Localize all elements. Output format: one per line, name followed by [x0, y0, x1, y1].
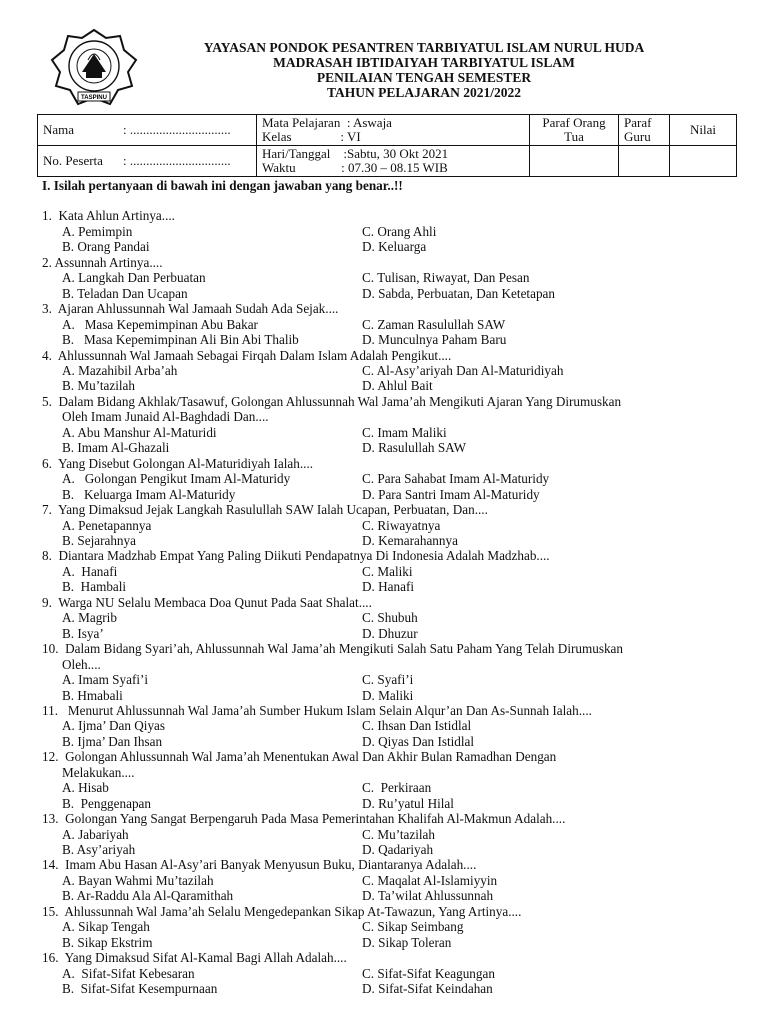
option-a[interactable]: A. Imam Syafi’i: [62, 672, 149, 688]
option-d[interactable]: D. Rasulullah SAW: [362, 440, 467, 456]
option-b[interactable]: B. Teladan Dan Ucapan: [62, 285, 188, 301]
option-b[interactable]: B. Sikap Ekstrim: [62, 934, 153, 950]
question-item: [42, 348, 732, 394]
option-c[interactable]: C. Ihsan Dan Istidlal: [362, 718, 472, 734]
option-d[interactable]: D. Kemarahannya: [362, 532, 458, 548]
question-text: 2. Assunnah Artinya....: [42, 254, 163, 270]
option-d[interactable]: D. Dhuzur: [362, 625, 418, 641]
answer-options: [42, 363, 732, 394]
teacher-sign-header: Paraf Guru: [619, 115, 670, 146]
question-text-continued: Oleh Imam Junaid Al-Baghdadi Dan....: [62, 409, 269, 425]
participant-field[interactable]: : ...............................: [123, 153, 231, 168]
exam-name: PENILAIAN TENGAH SEMESTER: [316, 70, 532, 85]
question-text: 4. Ahlussunnah Wal Jamaah Sebagai Firqah Dalam Islam Adalah Pengikut....: [42, 347, 452, 363]
option-c[interactable]: C. Sikap Seimbang: [362, 919, 464, 935]
score-header: Nilai: [670, 115, 737, 146]
option-b[interactable]: B. Sifat-Sifat Kesempurnaan: [62, 981, 218, 997]
question-list: [42, 208, 732, 996]
option-c[interactable]: C. Maliki: [362, 563, 413, 579]
participant-label: No. Peserta: [43, 153, 103, 168]
question-text: 9. Warga NU Selalu Membaca Doa Qunut Pada Saat Shalat....: [42, 594, 372, 610]
option-a[interactable]: A. Golongan Pengikut Imam Al-Maturidy: [62, 471, 291, 487]
option-b[interactable]: B. Masa Kepemimpinan Ali Bin Abi Thalib: [62, 332, 299, 348]
option-d[interactable]: D. Ru’yatul Hilal: [362, 795, 454, 811]
answer-options: [42, 564, 732, 595]
participant-cell: [38, 146, 257, 177]
option-a[interactable]: A. Sifat-Sifat Kebesaran: [62, 965, 195, 981]
option-d[interactable]: D. Maliki: [362, 687, 414, 703]
option-b[interactable]: B. Imam Al-Ghazali: [62, 440, 170, 456]
option-d[interactable]: D. Qadariyah: [362, 842, 434, 858]
question-item: [42, 208, 732, 254]
answer-options: [42, 610, 732, 641]
option-a[interactable]: A. Jabariyah: [62, 826, 129, 842]
option-c[interactable]: C. Sifat-Sifat Keagungan: [362, 965, 495, 981]
option-d[interactable]: D. Hanafi: [362, 579, 414, 595]
subject-line: Mata Pelajaran : Aswaja: [262, 115, 392, 130]
answer-options: [42, 425, 732, 456]
identity-table: [37, 114, 737, 177]
option-b[interactable]: B. Hambali: [62, 579, 127, 595]
foundation-name: YAYASAN PONDOK PESANTREN TARBIYATUL ISLAM NURUL HUDA: [203, 40, 645, 55]
answer-options: [42, 827, 732, 858]
option-c[interactable]: C. Perkiraan: [362, 780, 432, 796]
answer-options: [42, 672, 732, 703]
answer-options: [42, 518, 732, 549]
school-name: MADRASAH IBTIDAIYAH TARBIYATUL ISLAM: [273, 55, 575, 70]
option-a[interactable]: A. Bayan Wahmi Mu’tazilah: [62, 872, 214, 888]
answer-options: [42, 224, 732, 255]
subject-info-cell: [257, 115, 530, 146]
academic-year: TAHUN PELAJARAN 2021/2022: [326, 85, 521, 100]
option-d[interactable]: D. Para Santri Imam Al-Maturidy: [362, 486, 540, 502]
question-text: 14. Imam Abu Hasan Al-Asy’ari Banyak Menyusun Buku, Diantaranya Adalah....: [42, 857, 477, 873]
option-b[interactable]: B. Penggenapan: [62, 795, 151, 811]
letterhead: [140, 40, 708, 100]
question-text: 12. Golongan Ahlussunnah Wal Jama’ah Menentukan Awal Dan Akhir Bulan Ramadhan Dengan: [42, 749, 557, 765]
option-a[interactable]: A. Hisab: [62, 780, 109, 796]
question-section: [42, 178, 732, 997]
question-text-continued: Oleh....: [62, 656, 101, 672]
option-d[interactable]: D. Sabda, Perbuatan, Dan Ketetapan: [362, 285, 555, 301]
logo-footer-text: TASPINU: [81, 95, 107, 101]
question-text: 15. Ahlussunnah Wal Jama’ah Selalu Mengedepankan Sikap At-Tawazun, Yang Artinya....: [42, 903, 522, 919]
question-item: [42, 749, 732, 811]
name-cell: [38, 115, 257, 146]
answer-options: [42, 317, 732, 348]
option-a[interactable]: A. Penetapannya: [62, 517, 152, 533]
option-c[interactable]: C. Shubuh: [362, 610, 418, 626]
option-b[interactable]: B. Ijma’ Dan Ihsan: [62, 733, 163, 749]
class-line: Kelas : VI: [262, 129, 361, 144]
option-c[interactable]: C. Zaman Rasulullah SAW: [362, 316, 506, 332]
option-c[interactable]: C. Maqalat Al-Islamiyyin: [362, 872, 498, 888]
school-logo-icon: [48, 28, 140, 108]
option-a[interactable]: A. Ijma’ Dan Qiyas: [62, 718, 166, 734]
option-a[interactable]: A. Magrib: [62, 610, 117, 626]
question-item: [42, 857, 732, 903]
question-text: 13. Golongan Yang Sangat Berpengaruh Pada Masa Pemerintahan Khalifah Al-Makmun Adalah....: [42, 811, 566, 827]
parent-sign-header: Paraf Orang Tua: [530, 115, 619, 146]
answer-options: [42, 919, 732, 950]
option-a[interactable]: A. Masa Kepemimpinan Abu Bakar: [62, 316, 258, 332]
option-c[interactable]: C. Al-Asy’ariyah Dan Al-Maturidiyah: [362, 362, 564, 378]
option-d[interactable]: D. Sifat-Sifat Keindahan: [362, 981, 493, 997]
question-item: [42, 595, 732, 641]
option-a[interactable]: A. Sikap Tengah: [62, 919, 150, 935]
question-item: [42, 811, 732, 857]
option-d[interactable]: D. Ta’wilat Ahlussunnah: [362, 888, 494, 904]
parent-sign-box[interactable]: [530, 146, 619, 177]
option-b[interactable]: B. Asy’ariyah: [62, 842, 136, 858]
option-c[interactable]: C. Syafi’i: [362, 672, 414, 688]
question-text: 11. Menurut Ahlussunnah Wal Jama’ah Sumber Hukum Islam Selain Alqur’an Dan As-Sunnah Ialah....: [42, 702, 592, 718]
question-text: 5. Dalam Bidang Akhlak/Tasawuf, Golongan Ahlussunnah Wal Jama’ah Mengikuti Ajaran Yang Dirumuskan: [42, 393, 622, 409]
question-item: [42, 641, 732, 703]
answer-options: [42, 966, 732, 997]
question-text: 16. Yang Dimaksud Sifat Al-Kamal Bagi Allah Adalah....: [42, 950, 347, 966]
option-c[interactable]: C. Mu’tazilah: [362, 826, 436, 842]
option-c[interactable]: C. Imam Maliki: [362, 424, 447, 440]
name-field[interactable]: : ...............................: [123, 122, 231, 137]
question-text: 10. Dalam Bidang Syari’ah, Ahlussunnah Wal Jama’ah Mengikuti Salah Satu Paham Yang Telah Dirumuskan: [42, 641, 623, 657]
question-item: [42, 950, 732, 996]
answer-options: [42, 873, 732, 904]
instruction: I. Isilah pertanyaan di bawah ini dengan jawaban yang benar..!!: [42, 178, 403, 193]
question-text: 1. Kata Ahlun Artinya....: [42, 208, 175, 224]
option-b[interactable]: B. Mu’tazilah: [62, 378, 136, 394]
option-a[interactable]: A. Mazahibil Arba’ah: [62, 362, 178, 378]
schedule-cell: [257, 146, 530, 177]
question-text: 8. Diantara Madzhab Empat Yang Paling Diikuti Pendapatnya Di Indonesia Adalah Madzhab....: [42, 548, 550, 564]
option-b[interactable]: B. Hmabali: [62, 687, 123, 703]
option-b[interactable]: B. Isya’: [62, 625, 104, 641]
option-a[interactable]: A. Hanafi: [62, 563, 118, 579]
question-text-continued: Melakukan....: [62, 764, 135, 780]
question-text: 3. Ajaran Ahlussunnah Wal Jamaah Sudah Ada Sejak....: [42, 301, 339, 317]
question-item: [42, 301, 732, 347]
question-item: [42, 904, 732, 950]
option-c[interactable]: C. Tulisan, Riwayat, Dan Pesan: [362, 270, 530, 286]
option-d[interactable]: D. Sikap Toleran: [362, 934, 452, 950]
date-line: Hari/Tanggal :Sabtu, 30 Okt 2021: [262, 146, 449, 161]
time-line: Waktu : 07.30 – 08.15 WIB: [262, 160, 448, 175]
option-c[interactable]: C. Para Sahabat Imam Al-Maturidy: [362, 471, 550, 487]
option-d[interactable]: D. Qiyas Dan Istidlal: [362, 733, 475, 749]
option-c[interactable]: C. Riwayatnya: [362, 517, 441, 533]
answer-options: [42, 718, 732, 749]
question-text: 6. Yang Disebut Golongan Al-Maturidiyah Ialah....: [42, 455, 314, 471]
option-a[interactable]: A. Abu Manshur Al-Maturidi: [62, 424, 217, 440]
score-box[interactable]: [670, 146, 737, 177]
option-a[interactable]: A. Langkah Dan Perbuatan: [62, 270, 206, 286]
question-item: [42, 502, 732, 548]
name-label: Nama: [43, 122, 75, 137]
question-text: 7. Yang Dimaksud Jejak Langkah Rasulullah SAW Ialah Ucapan, Perbuatan, Dan....: [42, 502, 488, 518]
question-item: [42, 255, 732, 301]
option-c[interactable]: C. Orang Ahli: [362, 223, 437, 239]
option-a[interactable]: A. Pemimpin: [62, 223, 133, 239]
answer-options: [42, 780, 732, 811]
question-item: [42, 394, 732, 456]
option-b[interactable]: B. Keluarga Imam Al-Maturidy: [62, 486, 236, 502]
question-item: [42, 703, 732, 749]
answer-options: [42, 270, 732, 301]
answer-options: [42, 471, 732, 502]
option-b[interactable]: B. Sejarahnya: [62, 532, 136, 548]
option-b[interactable]: B. Orang Pandai: [62, 239, 150, 255]
option-d[interactable]: D. Keluarga: [362, 239, 427, 255]
teacher-sign-box[interactable]: [619, 146, 670, 177]
question-item: [42, 456, 732, 502]
option-b[interactable]: B. Ar-Raddu Ala Al-Qaramithah: [62, 888, 234, 904]
question-item: [42, 548, 732, 594]
option-d[interactable]: D. Munculnya Paham Baru: [362, 332, 507, 348]
option-d[interactable]: D. Ahlul Bait: [362, 378, 433, 394]
